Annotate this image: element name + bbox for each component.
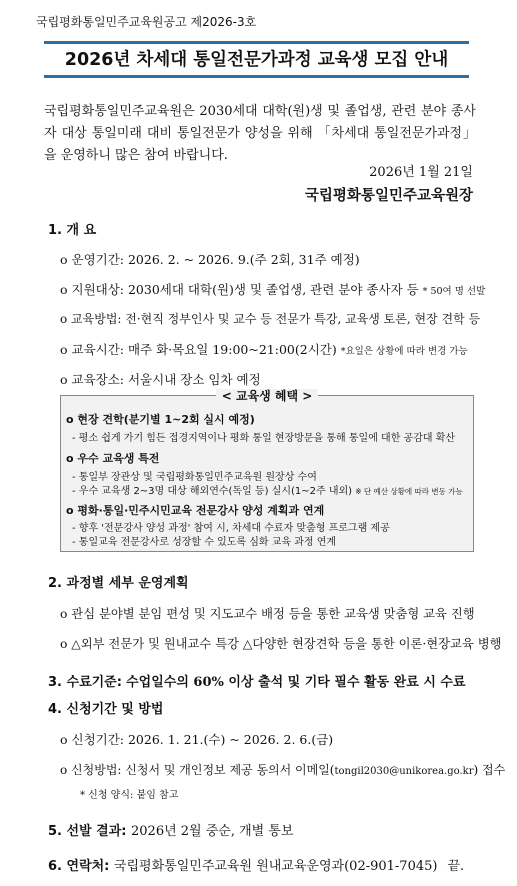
issuing-organization: 국립평화통일민주교육원장 (304, 187, 473, 204)
end-mark: 끝. (447, 859, 465, 874)
benefit-note: ※ 단 예산 상황에 따라 변동 가능 (355, 487, 463, 496)
section-6-label: 6. 연락처: (48, 859, 110, 874)
completion-criteria: 수업일수의 60% 이상 출석 및 기타 필수 활동 완료 시 수료 (126, 675, 466, 690)
benefit-line: - 통일부 장관상 및 국립평화통일민주교육원 원장상 수여 (72, 472, 317, 483)
plan-item: o 관심 분야별 분임 편성 및 지도교수 배정 등을 통한 교육생 맞춤형 교육 진행 (60, 607, 475, 621)
overview-item-time: o 교육시간: 매주 화·목요일 19:00~21:00(2시간) *요일은 상황에 따라 변경 가능 (60, 342, 468, 357)
notice-date: 2026년 1월 21일 (369, 165, 473, 180)
section-3-label: 3. 수료기준: (48, 675, 122, 690)
application-email: tongil2030@unikorea.go.kr (334, 766, 474, 777)
application-form-note: * 신청 양식: 붙임 참고 (80, 790, 179, 801)
title-rule-top (44, 41, 469, 44)
intro-paragraph: 국립평화통일민주교육원은 2030세대 대학(원)생 및 졸업생, 관련 분야 종사자 대상 통일미래 대비 통일전문가 양성을 위해 「차세대 통일전문가과정」을 운영하니 많은 참여 바랍니다. (44, 104, 476, 163)
application-period: o 신청기간: 2026. 1. 21.(수) ~ 2026. 2. 6.(금) (60, 732, 334, 747)
overview-item-method: o 교육방법: 전·현직 정부인사 및 교수 등 전문가 특강, 교육생 토론, 현장 견학 등 (60, 312, 481, 326)
benefit-line: - 통일교육 전문강사로 성장할 수 있도록 심화 교육 과정 연계 (72, 537, 337, 548)
section-2-heading: 2. 과정별 세부 운영계획 (48, 576, 189, 591)
section-5-label: 5. 선발 결과: (48, 824, 127, 839)
notice-number: 국립평화통일민주교육원공고 제2026-3호 (36, 15, 257, 29)
benefits-title: < 교육생 혜택 > (60, 387, 474, 404)
benefit-line: - 우수 교육생 2~3명 대상 해외연수(독일 등) 실시(1~2주 내외) ※ 단 예산 상황에 따라 변동 가능 (72, 486, 463, 497)
page-title: 2026년 차세대 통일전문가과정 교육생 모집 안내 (64, 50, 449, 70)
section-5 (48, 820, 293, 839)
benefit-heading-top-student: o 우수 교육생 특전 (66, 452, 160, 465)
application-method: o 신청방법: 신청서 및 개인정보 제공 동의서 이메일(tongil2030@unikorea.go.kr) 접수 (60, 763, 506, 777)
selection-result: 2026년 2월 중순, 개별 통보 (131, 824, 294, 839)
section-6 (48, 855, 464, 874)
section-3 (48, 671, 466, 690)
section-1-heading: 1. 개 요 (48, 223, 97, 238)
time-note: *요일은 상황에 따라 변경 가능 (340, 346, 468, 357)
benefit-line: - 평소 쉽게 가기 힘든 접경지역이나 평화 통일 현장방문을 통해 통일에 대한 공감대 확산 (72, 433, 456, 444)
overview-item-period: o 운영기간: 2026. 2. ~ 2026. 9.(주 2회, 31주 예정) (60, 252, 360, 267)
overview-item-target: o 지원대상: 2030세대 대학(원)생 및 졸업생, 관련 분야 종사자 등 * 50여 명 선발 (60, 282, 486, 297)
target-note: * 50여 명 선발 (422, 286, 486, 297)
plan-item: o △외부 전문가 및 원내교수 특강 △다양한 현장견학 등을 통한 이론·현장교육 병행 (60, 637, 502, 651)
title-rule-bottom (44, 75, 469, 78)
benefit-line: - 향후 '전문강사 양성 과정' 참여 시, 차세대 수료자 맞춤형 프로그램 제공 (72, 523, 390, 534)
benefit-heading-instructor: o 평화·통일·민주시민교육 전문강사 양성 계획과 연계 (66, 504, 325, 517)
overview-item-place: o 교육장소: 서울시내 장소 임차 예정 (60, 372, 261, 387)
contact-info: 국립평화통일민주교육원 원내교육운영과(02-901-7045) (113, 859, 438, 874)
section-4-heading: 4. 신청기간 및 방법 (48, 702, 164, 717)
benefit-heading-field-trip: o 현장 견학(분기별 1~2회 실시 예정) (66, 413, 255, 426)
